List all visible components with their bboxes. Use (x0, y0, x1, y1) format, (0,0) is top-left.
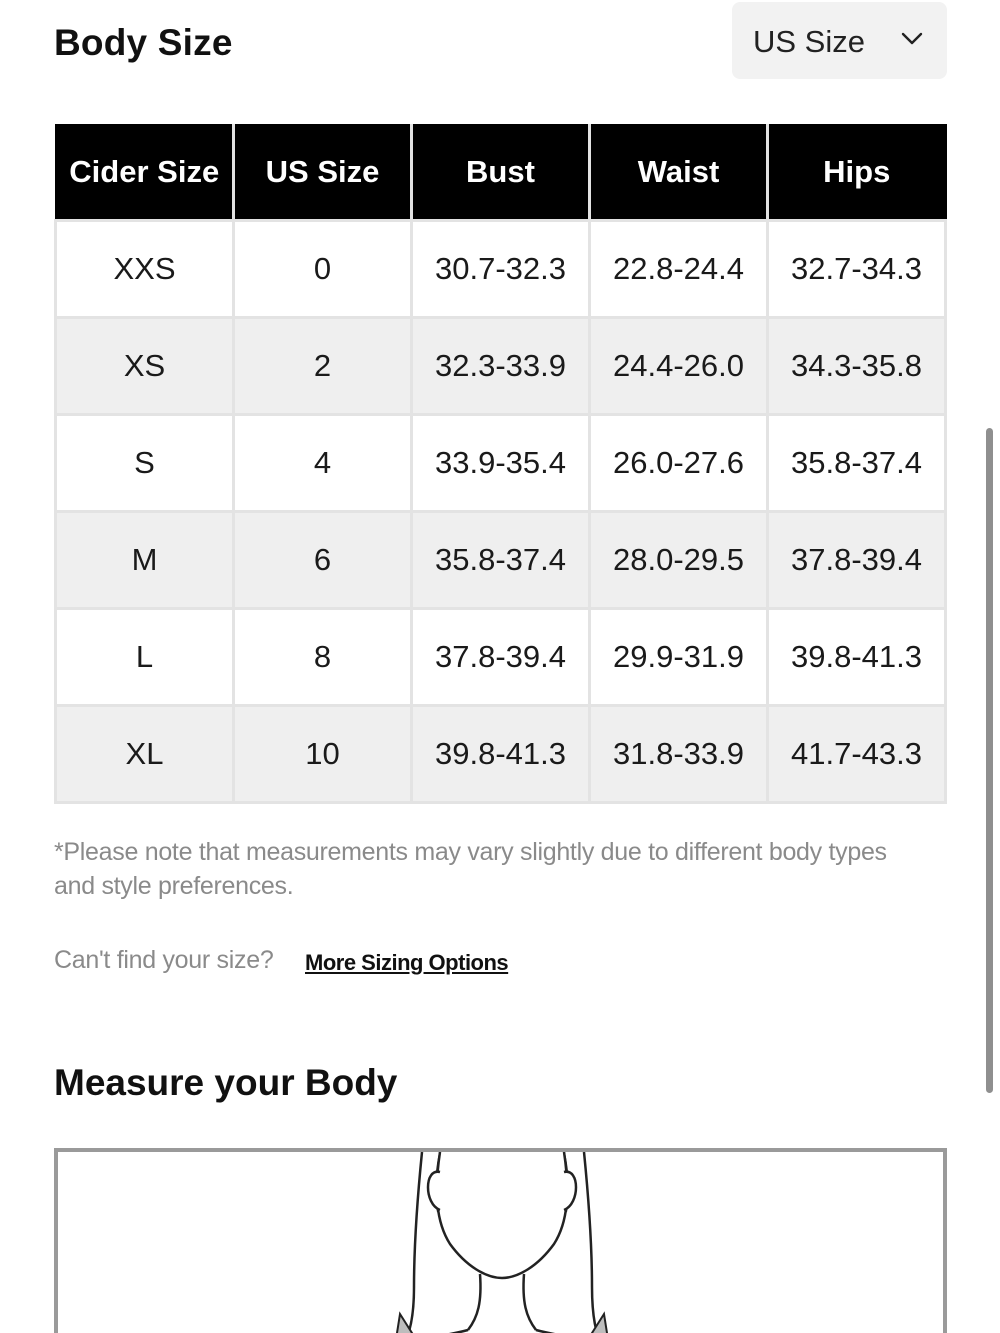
size-unit-selected-label: US Size (753, 24, 865, 59)
bust-cell: 37.8-39.4 (412, 608, 590, 705)
header-bust: Bust (412, 125, 590, 220)
cider-size-cell: M (56, 511, 234, 608)
size-chart-table (54, 124, 947, 804)
us-size-cell: 6 (234, 511, 412, 608)
body-measurement-figure-icon (58, 1152, 947, 1333)
table-row (56, 705, 946, 802)
us-size-cell: 2 (234, 317, 412, 414)
table-row (56, 317, 946, 414)
header-us-size: US Size (234, 125, 412, 220)
hips-cell: 41.7-43.3 (768, 705, 946, 802)
table-row (56, 608, 946, 705)
waist-cell: 22.8-24.4 (590, 220, 768, 317)
bust-cell: 32.3-33.9 (412, 317, 590, 414)
hips-cell: 35.8-37.4 (768, 414, 946, 511)
cant-find-size-text: Can't find your size? (54, 946, 274, 974)
waist-cell: 24.4-26.0 (590, 317, 768, 414)
us-size-cell: 10 (234, 705, 412, 802)
more-sizing-options-link[interactable]: More Sizing Options (305, 950, 509, 975)
chevron-down-icon (901, 32, 923, 46)
cider-size-cell: XXS (56, 220, 234, 317)
measure-body-title: Measure your Body (54, 1062, 398, 1103)
bust-cell: 33.9-35.4 (412, 414, 590, 511)
us-size-cell: 8 (234, 608, 412, 705)
bust-cell: 39.8-41.3 (412, 705, 590, 802)
hips-cell: 37.8-39.4 (768, 511, 946, 608)
bust-cell: 35.8-37.4 (412, 511, 590, 608)
cider-size-cell: S (56, 414, 234, 511)
measurement-note: *Please note that measurements may vary slightly due to different body types and style preferences. (54, 838, 887, 900)
hips-cell: 34.3-35.8 (768, 317, 946, 414)
table-header-row (56, 125, 946, 220)
cider-size-cell: XS (56, 317, 234, 414)
vertical-scrollbar[interactable] (986, 428, 993, 1093)
table-row (56, 414, 946, 511)
body-size-header (54, 0, 947, 80)
bust-cell: 30.7-32.3 (412, 220, 590, 317)
table-row (56, 220, 946, 317)
table-row (56, 511, 946, 608)
measurement-illustration (54, 1148, 947, 1333)
hips-cell: 39.8-41.3 (768, 608, 946, 705)
waist-cell: 28.0-29.5 (590, 511, 768, 608)
cider-size-cell: L (56, 608, 234, 705)
waist-cell: 31.8-33.9 (590, 705, 768, 802)
us-size-cell: 4 (234, 414, 412, 511)
size-unit-dropdown[interactable] (732, 2, 947, 79)
hips-cell: 32.7-34.3 (768, 220, 946, 317)
header-cider-size: Cider Size (56, 125, 234, 220)
body-size-title: Body Size (54, 22, 233, 63)
cider-size-cell: XL (56, 705, 234, 802)
waist-cell: 26.0-27.6 (590, 414, 768, 511)
header-waist: Waist (590, 125, 768, 220)
waist-cell: 29.9-31.9 (590, 608, 768, 705)
us-size-cell: 0 (234, 220, 412, 317)
header-hips: Hips (768, 125, 946, 220)
